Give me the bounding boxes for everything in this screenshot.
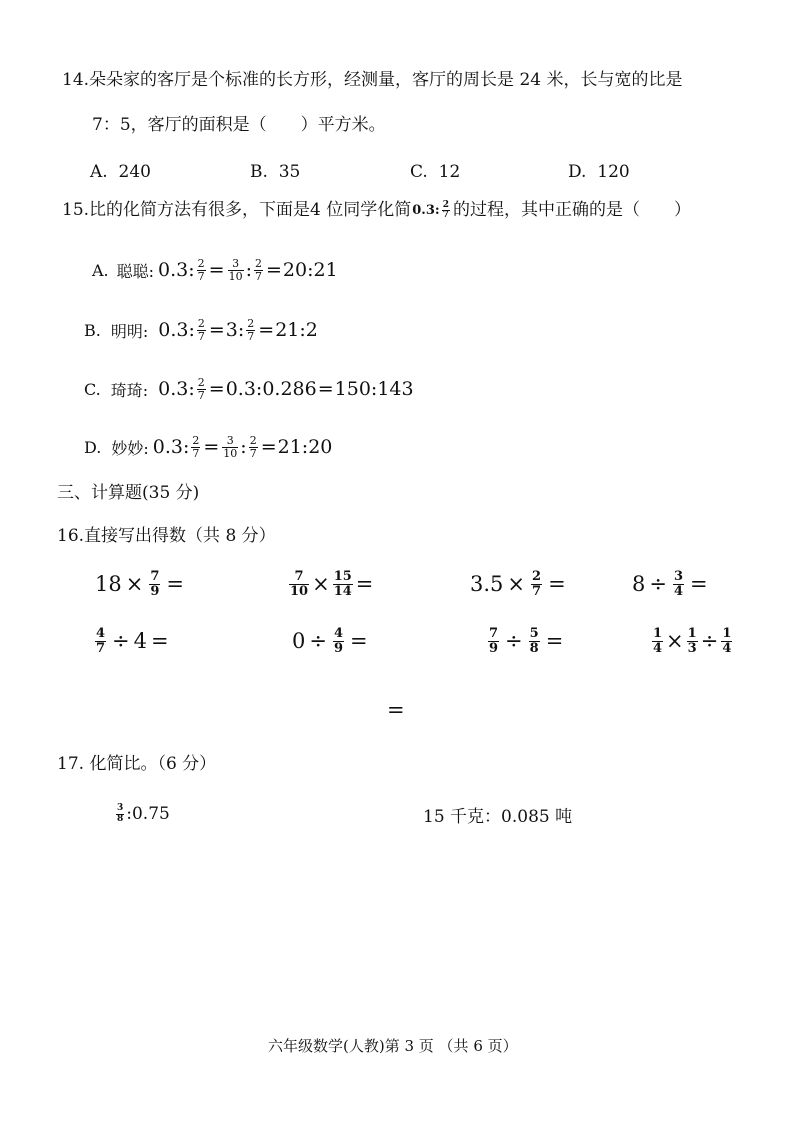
q16-expr-6: 0 ÷ 4 9 =: [292, 626, 368, 656]
q16-expr-7: 7 9 ÷ 5 8 =: [489, 626, 564, 656]
q16-expr-8: 1 4 × 1 3 ÷ 1 4: [653, 626, 732, 656]
q16-trailing-equals: =: [387, 698, 405, 722]
q15-stem-ratio: 0.3 : 2 7: [412, 200, 449, 221]
q15-option-b[interactable]: B. 明明: 0.3 : 2 7 = 3 : 2 7 = 21:2: [84, 317, 318, 343]
q17-title: 17. 化简比。（6 分）: [57, 754, 217, 774]
page-footer: 六年级数学(人教)第 3 页 （共 6 页）: [268, 1037, 518, 1055]
q14-option-c[interactable]: C. 12: [410, 162, 461, 182]
q14-line2: 7：5，客厅的面积是（ ）平方米。: [92, 115, 386, 135]
q14-option-b[interactable]: B. 35: [250, 162, 301, 182]
q16-expr-4: 8 ÷ 3 4 =: [632, 569, 708, 599]
q14-option-d[interactable]: D. 120: [568, 162, 630, 182]
q15-option-a[interactable]: A. 聪聪: 0.3 : 2 7 = 3 10 : 2 7 = 20:21: [92, 257, 338, 283]
q15-stem: 15.比的化简方法有很多，下面是4 位同学化简 0.3 : 2 7 的过程，其中正确的是（ ）: [62, 200, 691, 221]
q16-title: 16.直接写出得数（共 8 分）: [57, 526, 276, 546]
q16-expr-1: 18 × 7 9 =: [95, 569, 184, 599]
q17-item-2: 15 千克：0.085 吨: [423, 807, 573, 827]
q16-expr-2: 7 10 × 15 14 =: [290, 569, 374, 599]
q14-option-a[interactable]: A. 240: [90, 162, 151, 182]
q15-option-c[interactable]: C. 琦琦: 0.3 : 2 7 = 0.3:0.286 = 150:143: [84, 376, 414, 402]
q15-option-d[interactable]: D. 妙妙: 0.3 : 2 7 = 3 10 : 2 7 = 21:20: [84, 434, 333, 460]
q14-line1: 14.朵朵家的客厅是个标准的长方形，经测量，客厅的周长是 24 米，长与宽的比是: [62, 70, 683, 90]
section-3-heading: 三、计算题(35 分): [57, 483, 200, 503]
q16-expr-3: 3.5 × 2 7 =: [470, 569, 566, 599]
q16-expr-5: 4 7 ÷ 4 =: [96, 626, 169, 656]
q17-item-1: 3 8 :0.75: [117, 803, 170, 824]
